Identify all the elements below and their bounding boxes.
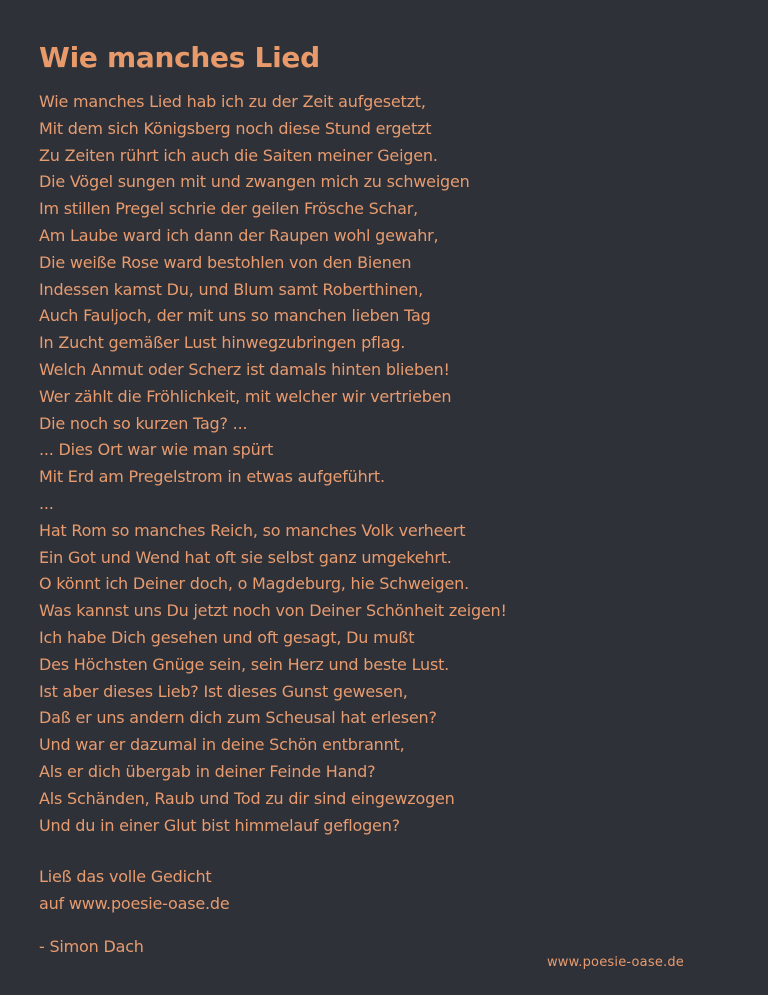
source-note [39,864,739,918]
poem-line: ... Dies Ort war wie man spürt [39,440,274,460]
poem-line: Hat Rom so manches Reich, so manches Volk verheert [39,520,466,540]
poem-page [39,40,739,960]
source-note-line-2: auf www.poesie-oase.de [39,894,230,914]
site-watermark: www.poesie-oase.de [546,955,684,970]
poem-line: In Zucht gemäßer Lust hinwegzubringen pflag. [39,333,406,353]
poem-line: Und du in einer Glut bist himmelauf geflogen? [39,815,400,835]
source-note-line-1: Ließ das volle Gedicht [39,867,212,887]
poem-line: Die weiße Rose ward bestohlen von den Bienen [39,252,412,272]
poem-line: Im stillen Pregel schrie der geilen Frösche Schar, [39,199,419,219]
poem-line: Zu Zeiten rührt ich auch die Saiten meiner Geigen. [39,145,438,165]
poem-line: Als Schänden, Raub und Tod zu dir sind eingewzogen [39,788,455,808]
poem-line: Ich habe Dich gesehen und oft gesagt, Du mußt [39,627,415,647]
poem-line: Ist aber dieses Lieb? Ist dieses Gunst gewesen, [39,681,408,701]
poem-line: Die noch so kurzen Tag? ... [39,413,248,433]
poem-title: Wie manches Lied [39,41,320,74]
poem-line: Mit dem sich Königsberg noch diese Stund ergetzt [39,118,432,138]
poem-line: Wie manches Lied hab ich zu der Zeit aufgesetzt, [39,92,426,111]
poem-line: Und war er dazumal in deine Schön entbrannt, [39,735,405,755]
poem-line: Am Laube ward ich dann der Raupen wohl gewahr, [39,225,439,245]
poem-line: Mit Erd am Pregelstrom in etwas aufgeführt. [39,467,385,487]
poem-line: O könnt ich Deiner doch, o Magdeburg, hie Schweigen. [39,574,469,594]
poem-line: Welch Anmut oder Scherz ist damals hinten blieben! [39,359,450,379]
poem-line: ... [39,493,54,513]
poem-author: - Simon Dach [39,936,144,956]
poem-line: Daß er uns andern dich zum Scheusal hat erlesen? [39,708,437,728]
poem-line: Die Vögel sungen mit und zwangen mich zu schweigen [39,172,470,192]
poem-body [39,89,739,839]
poem-line: Was kannst uns Du jetzt noch von Deiner Schönheit zeigen! [39,601,507,621]
poem-line: Ein Got und Wend hat oft sie selbst ganz umgekehrt. [39,547,452,567]
poem-line: Des Höchsten Gnüge sein, sein Herz und beste Lust. [39,654,450,674]
poem-line: Auch Fauljoch, der mit uns so manchen lieben Tag [39,306,431,326]
poem-line: Indessen kamst Du, und Blum samt Roberthinen, [39,279,423,299]
poem-line: Als er dich übergab in deiner Feinde Hand? [39,761,376,781]
poem-line: Wer zählt die Fröhlichkeit, mit welcher wir vertrieben [39,386,452,406]
